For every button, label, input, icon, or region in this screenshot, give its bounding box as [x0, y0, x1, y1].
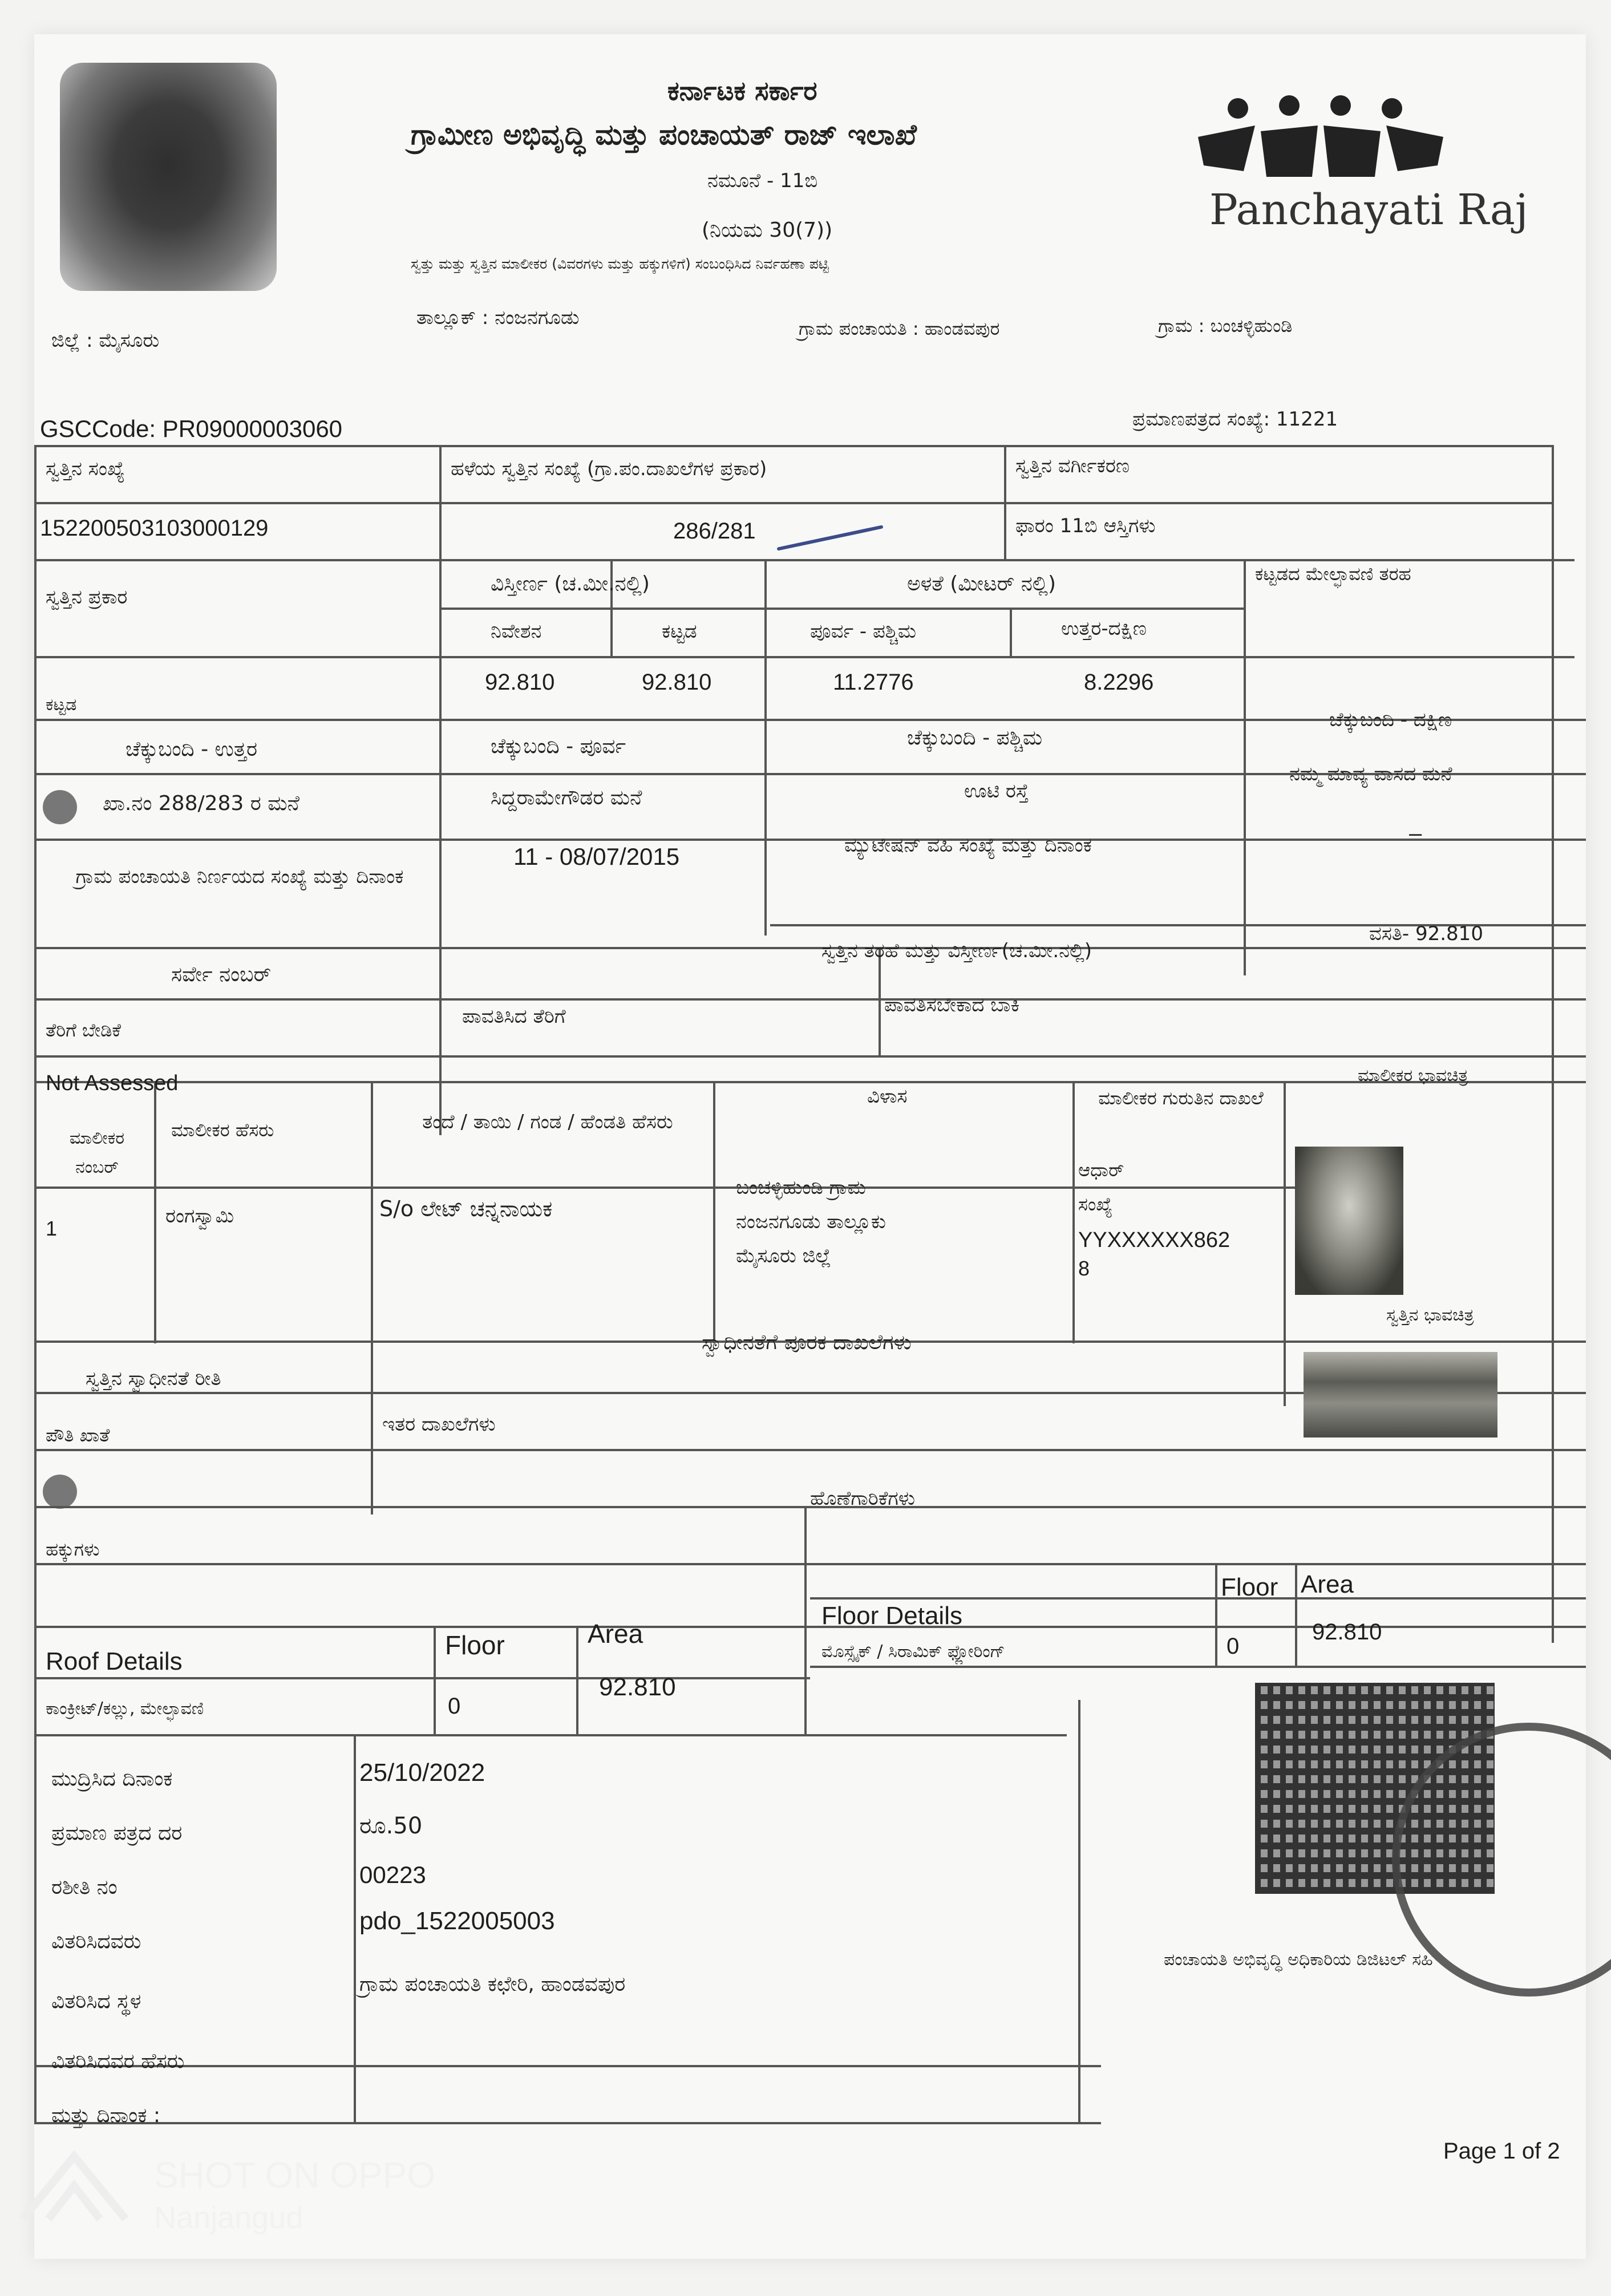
boundary-west-value: ಊಟಿ ರಸ್ತೆ: [964, 780, 1029, 803]
gp-decision-label: ಗ್ರಾಮ ಪಂಚಾಯತಿ ನಿರ್ಣಯದ ಸಂಖ್ಯೆ ಮತ್ತು ದಿನಾಂಕ: [75, 865, 404, 888]
property-type-label: ಸ್ವತ್ತಿನ ಪ್ರಕಾರ: [46, 586, 128, 609]
old-number-value: 286/281: [673, 519, 756, 544]
header-village: ಗ್ರಾಮ : ಬಂಚಳ್ಳಿಹುಂಡಿ: [1158, 315, 1293, 337]
east-west-value: 11.2776: [833, 670, 914, 695]
digital-signature-text: ಪಂಚಾಯತಿ ಅಭಿವೃದ್ಧಿ ಅಧಿಕಾರಿಯ ಡಿಜಿಟಲ್ ಸಹಿ: [1164, 1950, 1433, 1970]
owner-col-relation: ತಂದೆ / ತಾಯಿ / ಗಂಡ / ಹೆಂಡತಿ ಹೆಸರು: [422, 1111, 673, 1133]
ownership-docs-label: ಸ್ವಾಧೀನತೆಗೆ ಪೂರಕ ದಾಖಲೆಗಳು: [702, 1331, 912, 1354]
property-photo: [1304, 1352, 1497, 1437]
mutation-value: –: [1409, 821, 1422, 846]
floor-details-title: Floor Details: [821, 1602, 962, 1630]
header-form: ನಮೂನೆ - 11ಬಿ: [707, 169, 818, 192]
owner-col-name: ಮಾಲೀಕರ ಹೆಸರು: [171, 1119, 274, 1141]
tax-paid-label: ಪಾವತಿಸಿದ ತೆರಿಗೆ: [462, 1005, 566, 1028]
roof-type-value: ಕಾಂಕ್ರೀಟ್/ಕಲ್ಲು, ಮೇಲ್ಛಾವಣಿ: [46, 1699, 204, 1719]
building-area-value: 92.810: [642, 670, 712, 695]
fee-value: ರೂ.50: [359, 1813, 423, 1839]
property-id-value: 152200503103000129: [40, 516, 269, 541]
gsc-code: GSCCode: PR09000003060: [40, 415, 343, 442]
north-south-value: 8.2296: [1084, 670, 1154, 695]
owner-number: 1: [46, 1217, 58, 1240]
certificate-number: ಪ್ರಮಾಣಪತ್ರದ ಸಂಖ್ಯೆ: 11221: [1132, 408, 1338, 431]
header-dept: ಗ್ರಾಮೀಣ ಅಭಿವೃದ್ಧಿ ಮತ್ತು ಪಂಚಾಯತ್ ರಾಜ್ ಇಲಾಖೆ: [411, 118, 917, 151]
owner-col-photo: ಮಾಲೀಕರ ಭಾವಚಿತ್ರ: [1358, 1066, 1468, 1086]
site-label: ನಿವೇಶನ: [491, 620, 542, 643]
camera-location: Nanjangud: [154, 2201, 303, 2235]
owner-id-1: ಆಧಾರ್: [1078, 1159, 1124, 1181]
issuer-label: ವಿತರಿಸಿದವರು: [51, 1930, 141, 1953]
old-number-label: ಹಳೆಯ ಸ್ವತ್ತಿನ ಸಂಖ್ಯೆ (ಗ್ರಾ.ಪಂ.ದಾಖಲೆಗಳ ಪ್ರಕಾರ): [451, 457, 767, 480]
boundary-east-value: ಸಿದ್ದರಾಮೇಗೌಡರ ಮನೆ: [491, 786, 642, 809]
building-label: ಕಟ್ಟಡ: [662, 620, 697, 643]
floor-floor-header: Floor: [1221, 1573, 1278, 1601]
camera-shot-on: SHOT ON OPPO: [154, 2155, 436, 2196]
property-type-value: ಕಟ್ಟಡ: [46, 695, 77, 715]
dimension-label: ಅಳತೆ (ಮೀಟರ್ ನಲ್ಲಿ): [907, 572, 1057, 596]
owner-col-number: ಮಾಲೀಕರ ನಂಬರ್: [69, 1128, 125, 1177]
issuer-value: pdo_1522005003: [359, 1907, 555, 1935]
north-south-label: ಉತ್ತರ-ದಕ್ಷಿಣ: [1061, 617, 1147, 640]
mutation-label: ಮ್ಯುಟೇಷನ್ ವಹಿ ಸಂಖ್ಯೆ ಮತ್ತು ದಿನಾಂಕ: [844, 834, 1092, 857]
karnataka-emblem: [60, 63, 277, 291]
owner-col-address: ವಿಳಾಸ: [867, 1085, 908, 1108]
place-value: ಗ್ರಾಮ ಪಂಚಾಯತಿ ಕಛೇರಿ, ಹಾಂಡವಪುರ: [359, 1973, 626, 1996]
boundary-north-label: ಚೆಕ್ಕುಬಂದಿ - ಉತ್ತರ: [126, 738, 258, 761]
tax-due-label: ಪಾವತಿಸಬೇಕಾದ ಬಾಕಿ: [884, 994, 1020, 1017]
site-area-value: 92.810: [485, 670, 555, 695]
header-taluk: ತಾಲ್ಲೂಕ್ : ನಂಜನಗೂಡು: [416, 306, 580, 329]
receipt-value: 00223: [359, 1861, 426, 1888]
owner-photo: [1295, 1147, 1403, 1295]
owner-address-2: ನಂಜನಗೂಡು ತಾಲ್ಲೂಕು: [736, 1210, 886, 1233]
property-photo-label: ಸ್ವತ್ತಿನ ಭಾವಚಿತ್ರ: [1386, 1305, 1474, 1325]
property-id-label: ಸ್ವತ್ತಿನ ಸಂಖ್ಯೆ: [46, 457, 125, 480]
boundary-south-value: ನಮ್ಮ ಮಾವ್ಯ ವಾಸದ ಮನೆ: [1289, 763, 1452, 785]
header-gp: ಗ್ರಾಮ ಪಂಚಾಯತಿ : ಹಾಂಡವಪುರ: [799, 318, 1000, 339]
punch-hole-bottom: [43, 1475, 77, 1509]
encumbrance-label: ಹೊಣೆಗಾರಿಕೆಗಳು: [810, 1487, 916, 1510]
issue-date-label: ಮತ್ತು ದಿನಾಂಕ :: [51, 2104, 160, 2127]
header-govt: ಕರ್ನಾಟಕ ಸರ್ಕಾರ: [667, 75, 817, 106]
area-label: ವಿಸ್ತೀರ್ಣ (ಚ.ಮೀ.ನಲ್ಲಿ): [491, 572, 650, 596]
printed-date-label: ಮುದ್ರಿಸಿದ ದಿನಾಂಕ: [51, 1767, 173, 1791]
survey-label: ಸರ್ವೇ ನಂಬರ್: [171, 963, 272, 986]
header-subtitle: ಸ್ವತ್ತು ಮತ್ತು ಸ್ವತ್ತಿನ ಮಾಲೀಕರ (ವಿವರಗಳು ಮತ್ತು ಹಕ್ಕುಗಳಿಗೆ) ಸಂಬಂಧಿಸಿದ ನಿರ್ವಹಣಾ ಪಟ್ಟಿ: [411, 256, 829, 272]
classification-value: ಫಾರಂ 11ಬಿ ಆಸ್ತಿಗಳು: [1015, 515, 1156, 537]
punch-hole-top: [43, 790, 77, 824]
printed-date-value: 25/10/2022: [359, 1759, 485, 1787]
rights-label: ಹಕ್ಕುಗಳು: [46, 1538, 100, 1560]
owner-col-id: ಮಾಲೀಕರ ಗುರುತಿನ ದಾಖಲೆ: [1098, 1087, 1264, 1109]
boundary-west-label: ಚೆಕ್ಕುಬಂದಿ - ಪಶ್ಚಿಮ: [907, 726, 1043, 750]
floor-type-value: ಮೊಸ್ಸೈಕ್ / ಸಿರಾಮಿಕ್ ಫ್ಲೋರಿಂಗ್: [821, 1642, 1005, 1662]
tax-demand-value: Not Assessed: [46, 1071, 179, 1095]
gp-decision-value: 11 - 08/07/2015: [513, 843, 680, 870]
floor-floor-value: 0: [1227, 1634, 1240, 1659]
floor-area-header: Area: [1301, 1570, 1354, 1598]
page-number: Page 1 of 2: [1443, 2139, 1560, 2164]
boundary-north-value: ಖಾ.ನಂ 288/283 ರ ಮನೆ: [103, 792, 299, 815]
owner-id-2: ಸಂಖ್ಯೆ: [1078, 1193, 1113, 1215]
header-district: ಜಿಲ್ಲೆ : ಮೈಸೂರು: [51, 329, 160, 352]
panchayati-raj-logo: [1187, 91, 1528, 245]
tax-demand-label: ತೆರಿಗೆ ಬೇಡಿಕೆ: [46, 1019, 122, 1041]
panchayati-raj-text: Panchayati Raj: [1209, 185, 1528, 234]
ownership-method-label: ಸ್ವತ್ತಿನ ಸ್ವಾಧೀನತೆ ರೀತಿ: [86, 1367, 221, 1390]
roof-details-title: Roof Details: [46, 1647, 183, 1675]
boundary-south-label: ಚೆಕ್ಕುಬಂದಿ - ದಕ್ಷಿಣ: [1329, 708, 1452, 731]
roof-floor-header: Floor: [445, 1630, 505, 1660]
owner-address-1: ಬಂಚಳ್ಳಿಹುಂಡಿ ಗ್ರಾಮ: [736, 1176, 866, 1199]
roof-area-value: 92.810: [599, 1673, 676, 1701]
ownership-method-value: ಪೌತಿ ಖಾತೆ: [46, 1424, 110, 1446]
boundary-east-label: ಚೆಕ್ಕುಬಂದಿ - ಪೂರ್ವ: [491, 735, 626, 758]
other-documents: ಇತರ ದಾಖಲೆಗಳು: [382, 1413, 496, 1436]
roof-floor-value: 0: [448, 1694, 461, 1719]
owner-id-3: YYXXXXXX862: [1078, 1228, 1230, 1252]
place-label: ವಿತರಿಸಿದ ಸ್ಥಳ: [51, 1990, 141, 2013]
roof-type-label: ಕಟ್ಟಡದ ಮೇಲ್ಛಾವಣಿ ತರಹ: [1255, 563, 1411, 585]
classification-label: ಸ್ವತ್ತಿನ ವರ್ಗೀಕರಣ: [1015, 455, 1130, 477]
property-area-label: ಸ್ವತ್ತಿನ ತರಹೆ ಮತ್ತು ವಿಸ್ತೀರ್ಣ(ಚ.ಮೀ.ನಲ್ಲಿ): [821, 940, 1092, 962]
roof-area-header: Area: [588, 1619, 643, 1649]
owner-id-4: 8: [1078, 1257, 1090, 1280]
fee-label: ಪ್ರಮಾಣ ಪತ್ರದ ದರ: [51, 1821, 183, 1845]
panchayati-raj-icon: [1187, 91, 1455, 188]
floor-area-value: 92.810: [1312, 1619, 1382, 1645]
oppo-logo-icon: [17, 2151, 131, 2225]
property-area-value: ವಸತಿ- 92.810: [1369, 922, 1483, 945]
issuer-name-label: ವಿತರಿಸಿದವರ ಹೆಸರು: [51, 2050, 185, 2073]
owner-relation: S/o ಲೇಟ್ ಚನ್ನನಾಯಕ: [379, 1196, 553, 1221]
header-rule: (ನಿಯಮ 30(7)): [702, 218, 833, 242]
owner-name: ರಂಗಸ್ವಾಮಿ: [165, 1205, 234, 1228]
owner-address-3: ಮೈಸೂರು ಜಿಲ್ಲೆ: [736, 1245, 831, 1268]
east-west-label: ಪೂರ್ವ - ಪಶ್ಚಿಮ: [810, 620, 917, 643]
receipt-label: ರಶೀತಿ ನಂ: [51, 1876, 118, 1899]
